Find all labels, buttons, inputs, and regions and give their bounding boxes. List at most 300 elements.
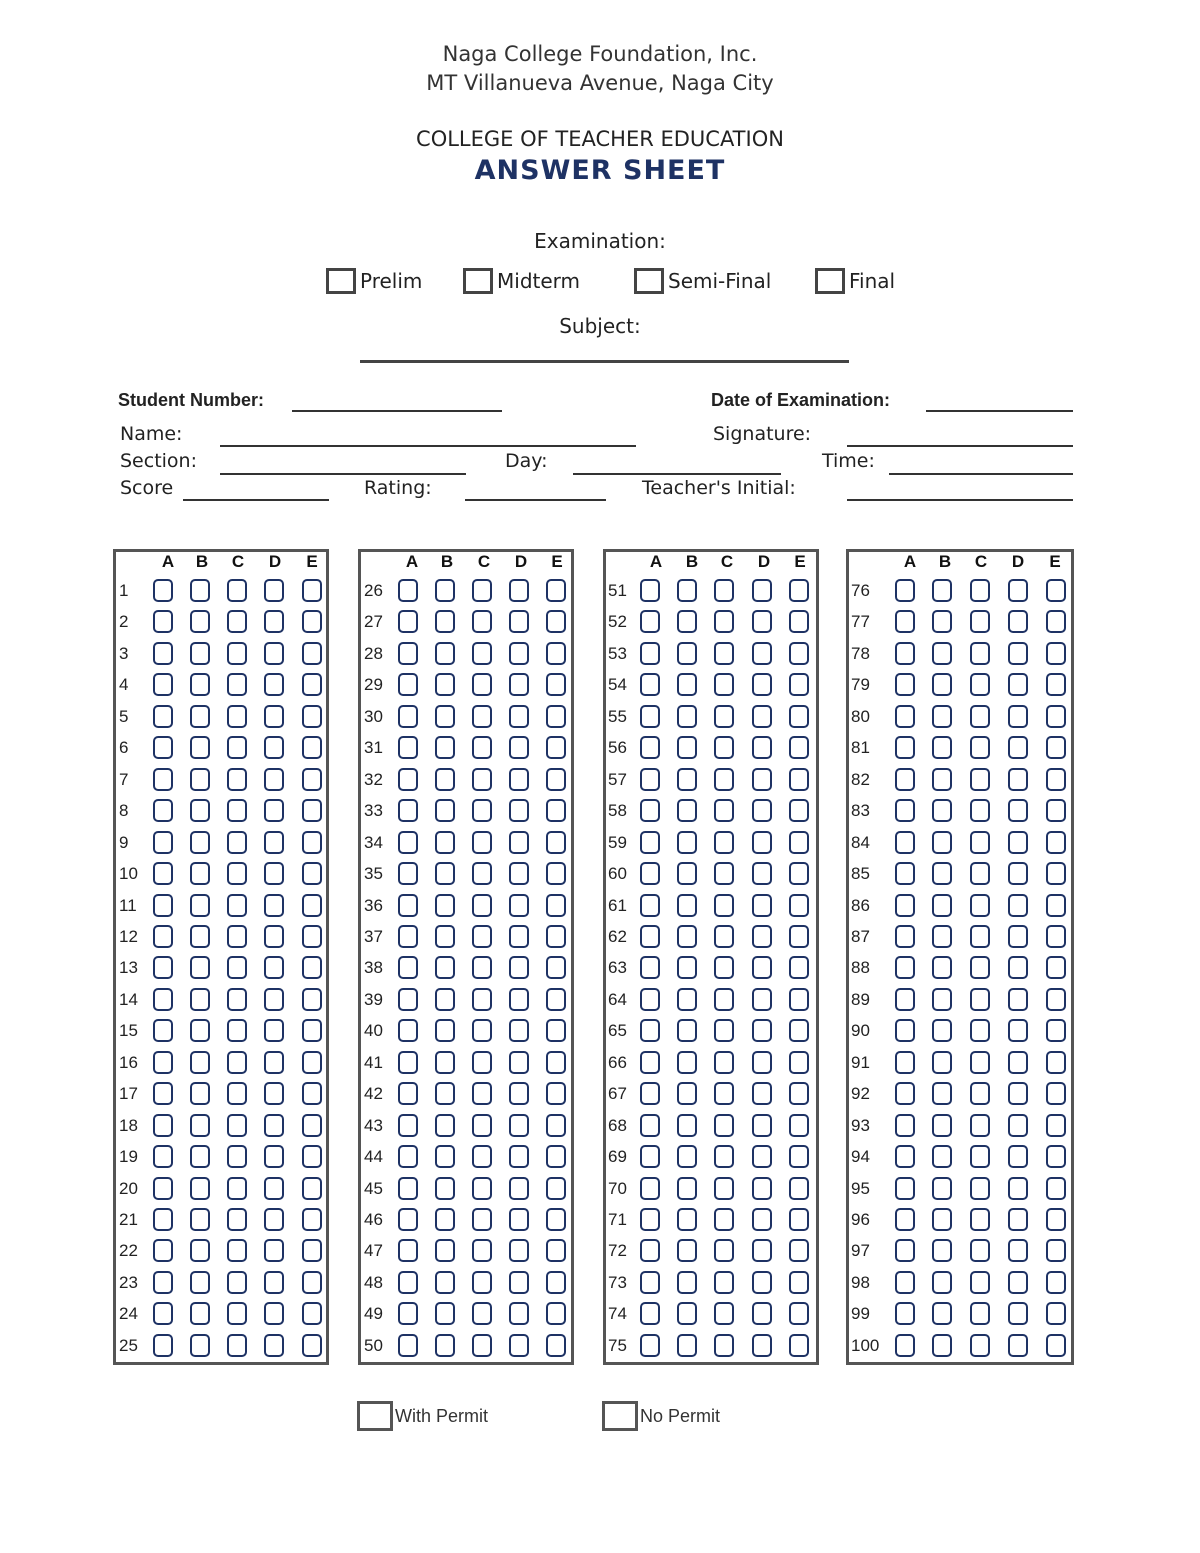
answer-bubble-40-d[interactable] — [509, 1019, 529, 1042]
answer-bubble-18-b[interactable] — [190, 1114, 210, 1137]
answer-bubble-53-e[interactable] — [789, 642, 809, 665]
rating-field[interactable] — [465, 499, 606, 501]
answer-bubble-61-a[interactable] — [640, 894, 660, 917]
answer-bubble-6-b[interactable] — [190, 736, 210, 759]
answer-bubble-40-a[interactable] — [398, 1019, 418, 1042]
answer-bubble-82-d[interactable] — [1008, 768, 1028, 791]
answer-bubble-97-e[interactable] — [1046, 1239, 1066, 1262]
answer-bubble-79-c[interactable] — [970, 673, 990, 696]
answer-bubble-96-e[interactable] — [1046, 1208, 1066, 1231]
answer-bubble-33-b[interactable] — [435, 799, 455, 822]
answer-bubble-21-e[interactable] — [302, 1208, 322, 1231]
answer-bubble-72-a[interactable] — [640, 1239, 660, 1262]
answer-bubble-24-a[interactable] — [153, 1302, 173, 1325]
answer-bubble-74-a[interactable] — [640, 1302, 660, 1325]
answer-bubble-77-d[interactable] — [1008, 610, 1028, 633]
answer-bubble-66-a[interactable] — [640, 1051, 660, 1074]
answer-bubble-22-e[interactable] — [302, 1239, 322, 1262]
answer-bubble-49-c[interactable] — [472, 1302, 492, 1325]
answer-bubble-88-b[interactable] — [932, 956, 952, 979]
answer-bubble-18-a[interactable] — [153, 1114, 173, 1137]
answer-bubble-78-e[interactable] — [1046, 642, 1066, 665]
answer-bubble-37-c[interactable] — [472, 925, 492, 948]
answer-bubble-87-c[interactable] — [970, 925, 990, 948]
answer-bubble-94-c[interactable] — [970, 1145, 990, 1168]
answer-bubble-30-a[interactable] — [398, 705, 418, 728]
with-permit-option[interactable] — [357, 1401, 488, 1431]
answer-bubble-91-d[interactable] — [1008, 1051, 1028, 1074]
answer-bubble-95-d[interactable] — [1008, 1177, 1028, 1200]
answer-bubble-44-d[interactable] — [509, 1145, 529, 1168]
answer-bubble-52-c[interactable] — [714, 610, 734, 633]
answer-bubble-90-e[interactable] — [1046, 1019, 1066, 1042]
answer-bubble-84-a[interactable] — [895, 831, 915, 854]
answer-bubble-88-e[interactable] — [1046, 956, 1066, 979]
answer-bubble-43-b[interactable] — [435, 1114, 455, 1137]
teachers-initial-field[interactable] — [847, 499, 1073, 501]
answer-bubble-15-c[interactable] — [227, 1019, 247, 1042]
answer-bubble-13-e[interactable] — [302, 956, 322, 979]
answer-bubble-91-a[interactable] — [895, 1051, 915, 1074]
answer-bubble-38-e[interactable] — [546, 956, 566, 979]
answer-bubble-3-d[interactable] — [264, 642, 284, 665]
answer-bubble-10-e[interactable] — [302, 862, 322, 885]
answer-bubble-53-b[interactable] — [677, 642, 697, 665]
name-field[interactable] — [220, 445, 636, 447]
answer-bubble-55-b[interactable] — [677, 705, 697, 728]
answer-bubble-57-c[interactable] — [714, 768, 734, 791]
answer-bubble-60-a[interactable] — [640, 862, 660, 885]
answer-bubble-38-b[interactable] — [435, 956, 455, 979]
answer-bubble-30-e[interactable] — [546, 705, 566, 728]
answer-bubble-15-e[interactable] — [302, 1019, 322, 1042]
answer-bubble-78-b[interactable] — [932, 642, 952, 665]
answer-bubble-17-c[interactable] — [227, 1082, 247, 1105]
answer-bubble-19-b[interactable] — [190, 1145, 210, 1168]
answer-bubble-76-d[interactable] — [1008, 579, 1028, 602]
answer-bubble-52-d[interactable] — [752, 610, 772, 633]
answer-bubble-79-b[interactable] — [932, 673, 952, 696]
answer-bubble-17-d[interactable] — [264, 1082, 284, 1105]
answer-bubble-35-c[interactable] — [472, 862, 492, 885]
answer-bubble-81-c[interactable] — [970, 736, 990, 759]
answer-bubble-82-e[interactable] — [1046, 768, 1066, 791]
answer-bubble-59-a[interactable] — [640, 831, 660, 854]
answer-bubble-80-c[interactable] — [970, 705, 990, 728]
answer-bubble-4-b[interactable] — [190, 673, 210, 696]
answer-bubble-91-b[interactable] — [932, 1051, 952, 1074]
answer-bubble-24-d[interactable] — [264, 1302, 284, 1325]
answer-bubble-78-a[interactable] — [895, 642, 915, 665]
answer-bubble-76-b[interactable] — [932, 579, 952, 602]
date-of-examination-field[interactable] — [926, 410, 1073, 412]
answer-bubble-50-a[interactable] — [398, 1334, 418, 1357]
answer-bubble-32-c[interactable] — [472, 768, 492, 791]
answer-bubble-17-e[interactable] — [302, 1082, 322, 1105]
answer-bubble-44-a[interactable] — [398, 1145, 418, 1168]
answer-bubble-58-a[interactable] — [640, 799, 660, 822]
answer-bubble-64-d[interactable] — [752, 988, 772, 1011]
answer-bubble-36-e[interactable] — [546, 894, 566, 917]
answer-bubble-9-c[interactable] — [227, 831, 247, 854]
answer-bubble-7-b[interactable] — [190, 768, 210, 791]
answer-bubble-92-a[interactable] — [895, 1082, 915, 1105]
answer-bubble-12-c[interactable] — [227, 925, 247, 948]
answer-bubble-41-c[interactable] — [472, 1051, 492, 1074]
answer-bubble-12-b[interactable] — [190, 925, 210, 948]
answer-bubble-60-b[interactable] — [677, 862, 697, 885]
exam-option-final[interactable] — [815, 268, 895, 294]
answer-bubble-66-b[interactable] — [677, 1051, 697, 1074]
answer-bubble-10-d[interactable] — [264, 862, 284, 885]
answer-bubble-9-e[interactable] — [302, 831, 322, 854]
answer-bubble-34-e[interactable] — [546, 831, 566, 854]
answer-bubble-92-c[interactable] — [970, 1082, 990, 1105]
answer-bubble-19-d[interactable] — [264, 1145, 284, 1168]
answer-bubble-41-e[interactable] — [546, 1051, 566, 1074]
answer-bubble-69-d[interactable] — [752, 1145, 772, 1168]
answer-bubble-59-c[interactable] — [714, 831, 734, 854]
answer-bubble-75-b[interactable] — [677, 1334, 697, 1357]
answer-bubble-26-a[interactable] — [398, 579, 418, 602]
answer-bubble-91-e[interactable] — [1046, 1051, 1066, 1074]
answer-bubble-83-b[interactable] — [932, 799, 952, 822]
answer-bubble-28-c[interactable] — [472, 642, 492, 665]
answer-bubble-33-e[interactable] — [546, 799, 566, 822]
answer-bubble-63-b[interactable] — [677, 956, 697, 979]
answer-bubble-30-b[interactable] — [435, 705, 455, 728]
answer-bubble-88-a[interactable] — [895, 956, 915, 979]
answer-bubble-95-e[interactable] — [1046, 1177, 1066, 1200]
answer-bubble-16-d[interactable] — [264, 1051, 284, 1074]
answer-bubble-67-c[interactable] — [714, 1082, 734, 1105]
answer-bubble-66-c[interactable] — [714, 1051, 734, 1074]
answer-bubble-90-d[interactable] — [1008, 1019, 1028, 1042]
answer-bubble-86-c[interactable] — [970, 894, 990, 917]
answer-bubble-33-c[interactable] — [472, 799, 492, 822]
answer-bubble-78-c[interactable] — [970, 642, 990, 665]
answer-bubble-2-e[interactable] — [302, 610, 322, 633]
subject-field[interactable] — [360, 360, 849, 363]
answer-bubble-9-d[interactable] — [264, 831, 284, 854]
signature-field[interactable] — [847, 445, 1073, 447]
answer-bubble-10-a[interactable] — [153, 862, 173, 885]
answer-bubble-1-d[interactable] — [264, 579, 284, 602]
answer-bubble-34-a[interactable] — [398, 831, 418, 854]
answer-bubble-84-c[interactable] — [970, 831, 990, 854]
answer-bubble-55-d[interactable] — [752, 705, 772, 728]
answer-bubble-29-e[interactable] — [546, 673, 566, 696]
answer-bubble-20-a[interactable] — [153, 1177, 173, 1200]
answer-bubble-24-c[interactable] — [227, 1302, 247, 1325]
answer-bubble-50-d[interactable] — [509, 1334, 529, 1357]
answer-bubble-71-a[interactable] — [640, 1208, 660, 1231]
answer-bubble-2-a[interactable] — [153, 610, 173, 633]
answer-bubble-85-e[interactable] — [1046, 862, 1066, 885]
answer-bubble-43-c[interactable] — [472, 1114, 492, 1137]
answer-bubble-86-a[interactable] — [895, 894, 915, 917]
answer-bubble-15-a[interactable] — [153, 1019, 173, 1042]
answer-bubble-45-d[interactable] — [509, 1177, 529, 1200]
answer-bubble-66-e[interactable] — [789, 1051, 809, 1074]
answer-bubble-47-c[interactable] — [472, 1239, 492, 1262]
answer-bubble-72-c[interactable] — [714, 1239, 734, 1262]
answer-bubble-64-a[interactable] — [640, 988, 660, 1011]
answer-bubble-90-c[interactable] — [970, 1019, 990, 1042]
answer-bubble-85-b[interactable] — [932, 862, 952, 885]
answer-bubble-49-e[interactable] — [546, 1302, 566, 1325]
answer-bubble-31-a[interactable] — [398, 736, 418, 759]
answer-bubble-81-e[interactable] — [1046, 736, 1066, 759]
answer-bubble-99-d[interactable] — [1008, 1302, 1028, 1325]
answer-bubble-71-d[interactable] — [752, 1208, 772, 1231]
answer-bubble-6-c[interactable] — [227, 736, 247, 759]
answer-bubble-72-b[interactable] — [677, 1239, 697, 1262]
answer-bubble-79-d[interactable] — [1008, 673, 1028, 696]
answer-bubble-53-a[interactable] — [640, 642, 660, 665]
answer-bubble-61-c[interactable] — [714, 894, 734, 917]
answer-bubble-93-e[interactable] — [1046, 1114, 1066, 1137]
answer-bubble-43-e[interactable] — [546, 1114, 566, 1137]
answer-bubble-93-d[interactable] — [1008, 1114, 1028, 1137]
answer-bubble-42-b[interactable] — [435, 1082, 455, 1105]
answer-bubble-92-b[interactable] — [932, 1082, 952, 1105]
answer-bubble-32-d[interactable] — [509, 768, 529, 791]
answer-bubble-46-c[interactable] — [472, 1208, 492, 1231]
answer-bubble-71-b[interactable] — [677, 1208, 697, 1231]
answer-bubble-29-b[interactable] — [435, 673, 455, 696]
answer-bubble-4-c[interactable] — [227, 673, 247, 696]
answer-bubble-48-b[interactable] — [435, 1271, 455, 1294]
answer-bubble-52-e[interactable] — [789, 610, 809, 633]
answer-bubble-68-a[interactable] — [640, 1114, 660, 1137]
answer-bubble-8-c[interactable] — [227, 799, 247, 822]
answer-bubble-20-c[interactable] — [227, 1177, 247, 1200]
answer-bubble-92-e[interactable] — [1046, 1082, 1066, 1105]
answer-bubble-31-c[interactable] — [472, 736, 492, 759]
answer-bubble-74-c[interactable] — [714, 1302, 734, 1325]
answer-bubble-26-c[interactable] — [472, 579, 492, 602]
answer-bubble-12-a[interactable] — [153, 925, 173, 948]
answer-bubble-99-c[interactable] — [970, 1302, 990, 1325]
answer-bubble-90-b[interactable] — [932, 1019, 952, 1042]
answer-bubble-60-e[interactable] — [789, 862, 809, 885]
answer-bubble-62-c[interactable] — [714, 925, 734, 948]
answer-bubble-13-a[interactable] — [153, 956, 173, 979]
answer-bubble-69-c[interactable] — [714, 1145, 734, 1168]
answer-bubble-11-b[interactable] — [190, 894, 210, 917]
answer-bubble-97-b[interactable] — [932, 1239, 952, 1262]
answer-bubble-80-d[interactable] — [1008, 705, 1028, 728]
answer-bubble-54-d[interactable] — [752, 673, 772, 696]
answer-bubble-52-a[interactable] — [640, 610, 660, 633]
answer-bubble-61-b[interactable] — [677, 894, 697, 917]
answer-bubble-85-c[interactable] — [970, 862, 990, 885]
answer-bubble-21-d[interactable] — [264, 1208, 284, 1231]
answer-bubble-34-c[interactable] — [472, 831, 492, 854]
answer-bubble-67-e[interactable] — [789, 1082, 809, 1105]
answer-bubble-50-c[interactable] — [472, 1334, 492, 1357]
answer-bubble-49-b[interactable] — [435, 1302, 455, 1325]
answer-bubble-65-d[interactable] — [752, 1019, 772, 1042]
answer-bubble-24-e[interactable] — [302, 1302, 322, 1325]
answer-bubble-45-b[interactable] — [435, 1177, 455, 1200]
answer-bubble-68-c[interactable] — [714, 1114, 734, 1137]
answer-bubble-52-b[interactable] — [677, 610, 697, 633]
answer-bubble-63-a[interactable] — [640, 956, 660, 979]
answer-bubble-11-e[interactable] — [302, 894, 322, 917]
answer-bubble-42-e[interactable] — [546, 1082, 566, 1105]
answer-bubble-83-e[interactable] — [1046, 799, 1066, 822]
answer-bubble-47-b[interactable] — [435, 1239, 455, 1262]
answer-bubble-33-d[interactable] — [509, 799, 529, 822]
answer-bubble-48-e[interactable] — [546, 1271, 566, 1294]
answer-bubble-26-b[interactable] — [435, 579, 455, 602]
answer-bubble-88-d[interactable] — [1008, 956, 1028, 979]
answer-bubble-79-e[interactable] — [1046, 673, 1066, 696]
answer-bubble-25-e[interactable] — [302, 1334, 322, 1357]
answer-bubble-8-d[interactable] — [264, 799, 284, 822]
answer-bubble-87-d[interactable] — [1008, 925, 1028, 948]
answer-bubble-63-c[interactable] — [714, 956, 734, 979]
answer-bubble-21-c[interactable] — [227, 1208, 247, 1231]
answer-bubble-78-d[interactable] — [1008, 642, 1028, 665]
answer-bubble-35-d[interactable] — [509, 862, 529, 885]
answer-bubble-37-a[interactable] — [398, 925, 418, 948]
answer-bubble-80-e[interactable] — [1046, 705, 1066, 728]
answer-bubble-67-d[interactable] — [752, 1082, 772, 1105]
answer-bubble-36-a[interactable] — [398, 894, 418, 917]
answer-bubble-22-c[interactable] — [227, 1239, 247, 1262]
answer-bubble-27-a[interactable] — [398, 610, 418, 633]
answer-bubble-51-c[interactable] — [714, 579, 734, 602]
answer-bubble-39-c[interactable] — [472, 988, 492, 1011]
answer-bubble-25-b[interactable] — [190, 1334, 210, 1357]
answer-bubble-84-e[interactable] — [1046, 831, 1066, 854]
answer-bubble-4-a[interactable] — [153, 673, 173, 696]
answer-bubble-5-d[interactable] — [264, 705, 284, 728]
answer-bubble-67-b[interactable] — [677, 1082, 697, 1105]
answer-bubble-37-b[interactable] — [435, 925, 455, 948]
answer-bubble-5-b[interactable] — [190, 705, 210, 728]
answer-bubble-49-d[interactable] — [509, 1302, 529, 1325]
answer-bubble-12-e[interactable] — [302, 925, 322, 948]
time-field[interactable] — [889, 473, 1073, 475]
answer-bubble-44-b[interactable] — [435, 1145, 455, 1168]
answer-bubble-5-c[interactable] — [227, 705, 247, 728]
answer-bubble-44-c[interactable] — [472, 1145, 492, 1168]
answer-bubble-35-e[interactable] — [546, 862, 566, 885]
answer-bubble-96-c[interactable] — [970, 1208, 990, 1231]
answer-bubble-56-c[interactable] — [714, 736, 734, 759]
answer-bubble-3-e[interactable] — [302, 642, 322, 665]
answer-bubble-87-e[interactable] — [1046, 925, 1066, 948]
answer-bubble-26-e[interactable] — [546, 579, 566, 602]
answer-bubble-16-a[interactable] — [153, 1051, 173, 1074]
answer-bubble-58-d[interactable] — [752, 799, 772, 822]
answer-bubble-28-d[interactable] — [509, 642, 529, 665]
answer-bubble-3-c[interactable] — [227, 642, 247, 665]
answer-bubble-42-d[interactable] — [509, 1082, 529, 1105]
answer-bubble-95-a[interactable] — [895, 1177, 915, 1200]
answer-bubble-35-b[interactable] — [435, 862, 455, 885]
answer-bubble-7-a[interactable] — [153, 768, 173, 791]
answer-bubble-87-b[interactable] — [932, 925, 952, 948]
answer-bubble-18-d[interactable] — [264, 1114, 284, 1137]
answer-bubble-82-b[interactable] — [932, 768, 952, 791]
answer-bubble-33-a[interactable] — [398, 799, 418, 822]
answer-bubble-73-a[interactable] — [640, 1271, 660, 1294]
answer-bubble-8-a[interactable] — [153, 799, 173, 822]
answer-bubble-55-c[interactable] — [714, 705, 734, 728]
answer-bubble-22-b[interactable] — [190, 1239, 210, 1262]
answer-bubble-75-c[interactable] — [714, 1334, 734, 1357]
answer-bubble-20-e[interactable] — [302, 1177, 322, 1200]
answer-bubble-27-c[interactable] — [472, 610, 492, 633]
answer-bubble-92-d[interactable] — [1008, 1082, 1028, 1105]
student-number-field[interactable] — [292, 410, 502, 412]
answer-bubble-83-a[interactable] — [895, 799, 915, 822]
answer-bubble-22-d[interactable] — [264, 1239, 284, 1262]
answer-bubble-94-b[interactable] — [932, 1145, 952, 1168]
answer-bubble-25-c[interactable] — [227, 1334, 247, 1357]
answer-bubble-97-d[interactable] — [1008, 1239, 1028, 1262]
exam-option-semi-final[interactable] — [634, 268, 771, 294]
answer-bubble-91-c[interactable] — [970, 1051, 990, 1074]
answer-bubble-51-d[interactable] — [752, 579, 772, 602]
answer-bubble-27-b[interactable] — [435, 610, 455, 633]
answer-bubble-47-d[interactable] — [509, 1239, 529, 1262]
answer-bubble-42-a[interactable] — [398, 1082, 418, 1105]
answer-bubble-5-e[interactable] — [302, 705, 322, 728]
answer-bubble-86-e[interactable] — [1046, 894, 1066, 917]
answer-bubble-98-e[interactable] — [1046, 1271, 1066, 1294]
answer-bubble-86-d[interactable] — [1008, 894, 1028, 917]
answer-bubble-13-d[interactable] — [264, 956, 284, 979]
answer-bubble-64-c[interactable] — [714, 988, 734, 1011]
answer-bubble-24-b[interactable] — [190, 1302, 210, 1325]
answer-bubble-81-a[interactable] — [895, 736, 915, 759]
exam-option-prelim[interactable] — [326, 268, 422, 294]
answer-bubble-73-e[interactable] — [789, 1271, 809, 1294]
answer-bubble-51-a[interactable] — [640, 579, 660, 602]
answer-bubble-29-c[interactable] — [472, 673, 492, 696]
answer-bubble-99-a[interactable] — [895, 1302, 915, 1325]
answer-bubble-99-b[interactable] — [932, 1302, 952, 1325]
answer-bubble-100-a[interactable] — [895, 1334, 915, 1357]
answer-bubble-56-a[interactable] — [640, 736, 660, 759]
answer-bubble-85-a[interactable] — [895, 862, 915, 885]
answer-bubble-23-d[interactable] — [264, 1271, 284, 1294]
answer-bubble-98-b[interactable] — [932, 1271, 952, 1294]
answer-bubble-62-e[interactable] — [789, 925, 809, 948]
answer-bubble-19-a[interactable] — [153, 1145, 173, 1168]
answer-bubble-2-d[interactable] — [264, 610, 284, 633]
answer-bubble-18-c[interactable] — [227, 1114, 247, 1137]
midterm-checkbox[interactable] — [463, 268, 493, 294]
answer-bubble-4-e[interactable] — [302, 673, 322, 696]
answer-bubble-97-a[interactable] — [895, 1239, 915, 1262]
answer-bubble-95-b[interactable] — [932, 1177, 952, 1200]
answer-bubble-48-c[interactable] — [472, 1271, 492, 1294]
final-checkbox[interactable] — [815, 268, 845, 294]
answer-bubble-17-b[interactable] — [190, 1082, 210, 1105]
answer-bubble-54-e[interactable] — [789, 673, 809, 696]
answer-bubble-8-e[interactable] — [302, 799, 322, 822]
answer-bubble-87-a[interactable] — [895, 925, 915, 948]
answer-bubble-98-a[interactable] — [895, 1271, 915, 1294]
answer-bubble-79-a[interactable] — [895, 673, 915, 696]
